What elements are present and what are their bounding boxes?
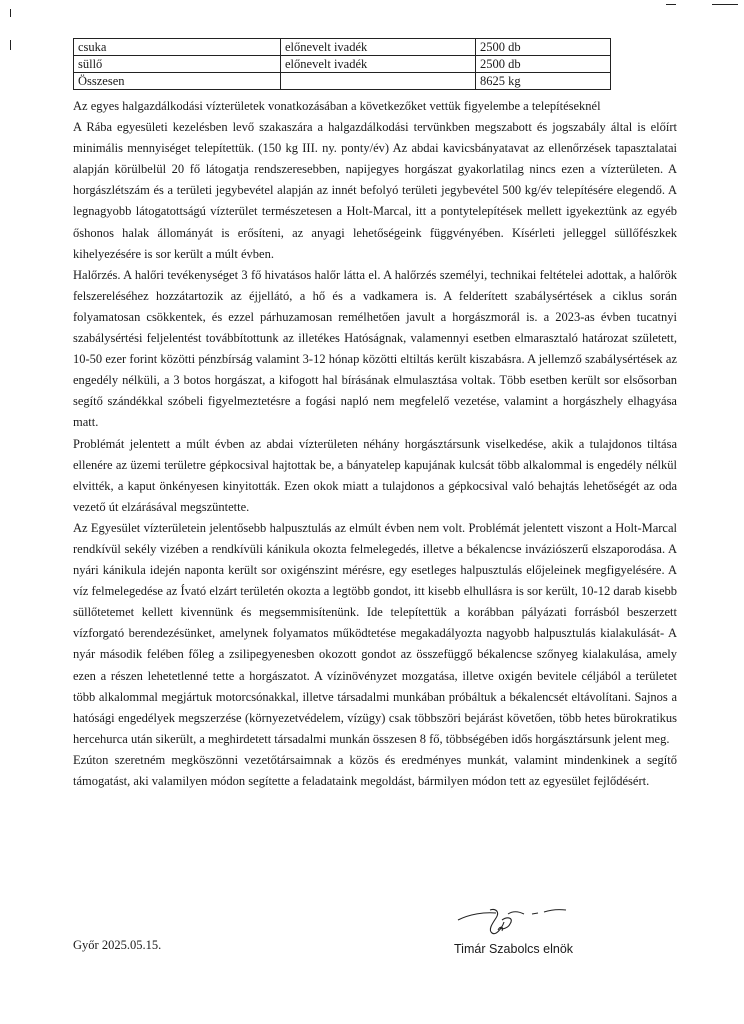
- table-cell: süllő: [74, 56, 281, 73]
- report-body: [73, 96, 677, 792]
- signer-name: Timár Szabolcs elnök: [454, 942, 574, 956]
- paragraph-stocking: A Rába egyesületi kezelésben levő szakaszára a halgazdálkodási tervünkben megszabott és jogszabály által is előírt minimális mennyiséget telepítettük. (150 kg III. ny. ponty/év) Az abdai kavicsbányatavat az ellenőrzések tapasztalatai alapján körülbelül 20 fő látogatja rendszeresebben, napijegyes horgászat gyakorlatilag nincs ezen a vízterületen. A horgászlétszám és a területi jegybevétel alapján az innét befolyó területi jegybevétel 500 kg/év telepítésére elegendő. A legnagyobb látogatottságú vízterület természetesen a Holt-Marcal, itt a pontytelepítések mellett igyekeztünk az egyéb őshonos halak állományát is erősíteni, az anyagi lehetőségeink függvényében. Kísérleti jelleggel süllőfészkek kihelyezésére is sor került a múlt évben.: [73, 120, 677, 261]
- table-row: [74, 73, 611, 90]
- paragraph-fish-guarding: Halőrzés. A halőri tevékenységet 3 fő hivatásos halőr látta el. A halőrzés személyi, technikai feltételei adottak, a halőrök felszereléséhez hozzátartozik az éjjellátó, a hő és a vadkamera is. A felderített szabálysértések a ciklus során folyamatosan csökkentek, és ezzel párhuzamosan remélhetően javult a horgászmorál is. a 2023-as évben tucatnyi szabálysértési feljelentést továbbítottunk az illetékes Hatóságnak, valamennyi esetben elmarasztaló határozat született, 10-50 ezer forint közötti pénzbírság valamint 3-12 hónap közötti eltiltás került kiszabásra. A jellemző szabálysértések az engedély nélküli, a 3 botos horgászat, a kifogott hal bírásának elmulasztása voltak. Több esetben került sor elsősorban segítő szándékkal szóbeli figyelmeztetésre a fogási napló nem megfelelő vezetése, valamint a horgászhely elhagyása matt.: [73, 267, 677, 430]
- table-cell: előnevelt ivadék: [281, 56, 476, 73]
- scan-mark-left-1: [10, 9, 11, 17]
- table-cell: előnevelt ivadék: [281, 39, 476, 56]
- stocking-table: [73, 38, 611, 90]
- scan-mark-left-2: [10, 40, 11, 50]
- table-cell: 2500 db: [476, 56, 611, 73]
- table-cell: [281, 73, 476, 90]
- paragraph-abda-problem: Problémát jelentett a múlt évben az abdai vízterületen néhány horgásztársunk viselkedése, akik a tulajdonos tiltása ellenére az üzemi területre gépkocsival hajtottak be, a bányatelep kapujának kulcsát több alkalommal is engedély nélkül elvitték, a kaput önkényesen kinyitották. Ezen okok miatt a tulajdonos a gépkocsival való behajtás lehetőségét az oda vezető út elzárásával megszüntette.: [73, 436, 677, 514]
- table-cell: 8625 kg: [476, 73, 611, 90]
- signature: [450, 900, 600, 940]
- table-cell: 2500 db: [476, 39, 611, 56]
- paragraph-intro: Az egyes halgazdálkodási vízterületek vonatkozásában a következőket vettük figyelembe a telepítéseknél: [73, 99, 601, 113]
- table-row: [74, 56, 611, 73]
- table-cell: csuka: [74, 39, 281, 56]
- signature-scribble-icon: [450, 900, 600, 940]
- scan-mark-top-right-2: [712, 4, 738, 5]
- table-cell: Összesen: [74, 73, 281, 90]
- table-row: [74, 39, 611, 56]
- paragraph-fish-mortality: Az Egyesület vízterületein jelentősebb halpusztulás az elmúlt évben nem volt. Problémát jelentett viszont a Holt-Marcal rendkívül sekély vizében a rendkívüli kánikula okozta felmelegedés, illetve a békalencse inváziószerű elszaporodása. A nyári kánikula idején naponta került sor oxigénszint mérésre, egy esetleges halpusztulás előjeleinek megfigyelésére. A víz felmelegedése az Ívató elzárt területén okozta a legtöbb gondot, itt kisebb elhullásra is sor került, 10-12 darab kisebb süllőtetemet kellett kivennünk és megsemmisítenünk. Ide telepítettük a korábban pályázati forrásból beszerzett vízforgató berendezésünket, amelynek folyamatos működtetése megakadályozta nagyobb halpusztulás kialakulását- A nyár második felében főleg a zsilipegyenesben okozott gondot az összefüggő békalencse szőnyeg kialakulása, amely ezen a részen lehetetlenné tette a horgászatot. A vízinövényzet mozgatása, illetve oxigén bevitele céljából a területet több alkalommal megjártuk motorcsónakkal, illetve társadalmi munkában próbáltuk a békalencsét eltávolítani. Sajnos a hatósági engedélyek megszerzése (környezetvédelem, vízügy) csak többszöri bejárást követően, több hetes bürokratikus hercehurca után sikerült, a meghirdetett társadalmi munkán összesen 8 fő, többségében idős horgásztársunk jelent meg.: [73, 520, 677, 746]
- document-date: Győr 2025.05.15.: [73, 938, 162, 952]
- scan-mark-top-right-1: [666, 4, 676, 5]
- paragraph-thanks: Ezúton szeretném megköszönni vezetőtársaimnak a közös és eredményes munkát, valamint mindenkinek a segítő támogatást, aki valamilyen módon segítette a feladataink megoldást, bármilyen módon tett az egyesület fejlődésért.: [73, 752, 677, 788]
